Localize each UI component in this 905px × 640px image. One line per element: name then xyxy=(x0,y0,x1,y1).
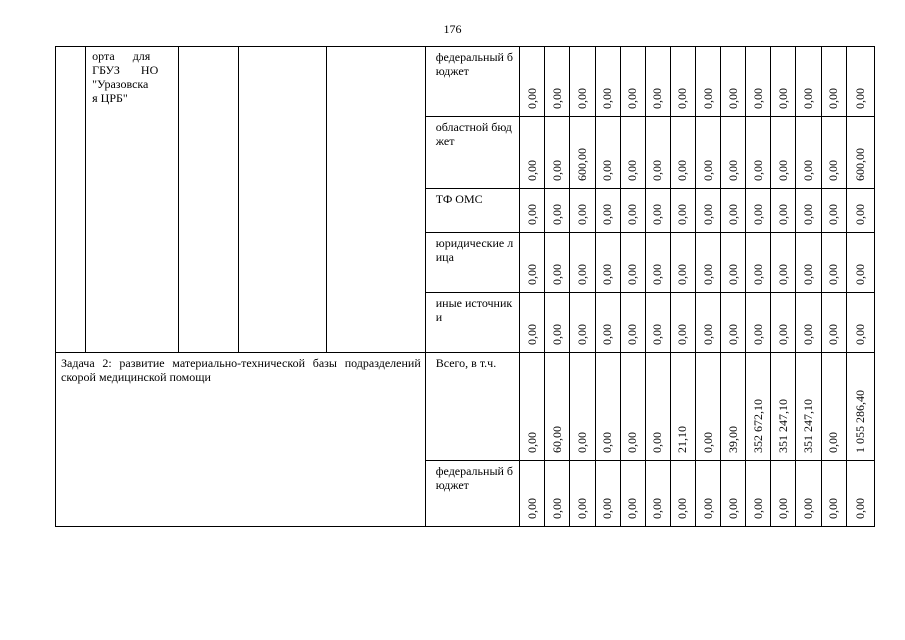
value-text: 0,00 xyxy=(700,160,715,181)
value-cell xyxy=(670,353,695,461)
value-cell xyxy=(570,47,595,117)
value-cell xyxy=(821,293,846,353)
value-text: 0,00 xyxy=(700,498,715,519)
funding-source-cell xyxy=(425,47,519,117)
value-cell xyxy=(695,353,720,461)
value-cell xyxy=(771,293,796,353)
value-text: 0,00 xyxy=(826,160,841,181)
value-text: 0,00 xyxy=(700,204,715,225)
value-cell xyxy=(721,233,746,293)
value-cell xyxy=(620,293,645,353)
value-cell xyxy=(545,233,570,293)
value-cell xyxy=(796,461,821,527)
value-cell xyxy=(695,189,720,233)
value-text: 0,00 xyxy=(600,88,615,109)
object-name-line: орта для xyxy=(92,49,151,63)
value-cell xyxy=(595,353,620,461)
value-cell xyxy=(746,117,771,189)
value-cell xyxy=(721,189,746,233)
value-text: 0,00 xyxy=(852,204,867,225)
value-text: 0,00 xyxy=(600,160,615,181)
value-cell xyxy=(620,233,645,293)
object-name-line: "Уразовска xyxy=(92,77,149,91)
value-cell xyxy=(570,293,595,353)
value-text: 0,00 xyxy=(600,498,615,519)
value-cell xyxy=(620,353,645,461)
value-text: 0,00 xyxy=(800,324,815,345)
value-text: 351 247,10 xyxy=(775,399,790,453)
task-title: Задача 2: развитие материально-технической базы подразделений скорой медицинской помощи xyxy=(61,356,421,384)
value-text: 0,00 xyxy=(725,88,740,109)
value-cell xyxy=(645,293,670,353)
funding-source-label: юридические лица xyxy=(435,236,514,264)
empty-cell-c xyxy=(327,47,425,353)
object-name-cell xyxy=(86,47,178,353)
value-cell xyxy=(545,293,570,353)
value-cell xyxy=(520,189,545,233)
value-cell xyxy=(846,353,874,461)
value-text: 0,00 xyxy=(826,264,841,285)
value-text: 0,00 xyxy=(574,324,589,345)
value-text: 0,00 xyxy=(725,498,740,519)
value-text: 0,00 xyxy=(625,324,640,345)
table-row xyxy=(56,353,875,461)
value-text: 0,00 xyxy=(549,498,564,519)
value-text: 0,00 xyxy=(650,324,665,345)
value-text: 0,00 xyxy=(775,88,790,109)
value-text: 0,00 xyxy=(852,498,867,519)
value-text: 0,00 xyxy=(725,160,740,181)
value-text: 0,00 xyxy=(600,432,615,453)
index-cell xyxy=(56,47,86,353)
value-cell xyxy=(721,117,746,189)
value-cell xyxy=(846,189,874,233)
empty-cell-b xyxy=(238,47,326,353)
value-text: 0,00 xyxy=(800,88,815,109)
value-text: 0,00 xyxy=(750,160,765,181)
value-text: 0,00 xyxy=(775,498,790,519)
value-cell xyxy=(520,117,545,189)
value-text: 0,00 xyxy=(574,498,589,519)
value-cell xyxy=(721,293,746,353)
value-cell xyxy=(545,47,570,117)
value-text: 0,00 xyxy=(750,264,765,285)
value-cell xyxy=(695,233,720,293)
value-text: 0,00 xyxy=(650,88,665,109)
value-cell xyxy=(846,461,874,527)
value-cell xyxy=(570,189,595,233)
funding-source-cell xyxy=(425,353,519,461)
value-cell xyxy=(670,461,695,527)
value-text: 0,00 xyxy=(852,88,867,109)
empty-cell-a xyxy=(178,47,238,353)
value-cell xyxy=(620,461,645,527)
value-cell xyxy=(746,233,771,293)
value-cell xyxy=(796,353,821,461)
value-cell xyxy=(595,293,620,353)
value-cell xyxy=(771,233,796,293)
value-text: 0,00 xyxy=(775,264,790,285)
value-cell xyxy=(796,233,821,293)
value-text: 0,00 xyxy=(650,498,665,519)
value-text: 0,00 xyxy=(524,160,539,181)
value-cell xyxy=(846,233,874,293)
value-text: 0,00 xyxy=(775,160,790,181)
value-cell xyxy=(520,233,545,293)
value-text: 351 247,10 xyxy=(800,399,815,453)
value-text: 0,00 xyxy=(650,160,665,181)
value-text: 0,00 xyxy=(800,264,815,285)
value-text: 0,00 xyxy=(549,324,564,345)
value-text: 0,00 xyxy=(800,160,815,181)
value-cell xyxy=(771,47,796,117)
value-text: 0,00 xyxy=(750,324,765,345)
funding-source-cell xyxy=(425,189,519,233)
value-cell xyxy=(645,353,670,461)
value-cell xyxy=(821,47,846,117)
value-text: 600,00 xyxy=(574,148,589,181)
value-cell xyxy=(520,461,545,527)
value-text: 0,00 xyxy=(725,324,740,345)
value-cell xyxy=(520,293,545,353)
value-text: 39,00 xyxy=(725,426,740,453)
value-text: 0,00 xyxy=(826,88,841,109)
value-text: 60,00 xyxy=(549,426,564,453)
value-cell xyxy=(545,461,570,527)
value-cell xyxy=(620,117,645,189)
value-text: 0,00 xyxy=(600,264,615,285)
value-text: 0,00 xyxy=(524,498,539,519)
value-text: 0,00 xyxy=(625,88,640,109)
value-cell xyxy=(695,293,720,353)
value-text: 0,00 xyxy=(725,264,740,285)
table-row xyxy=(56,47,875,117)
funding-source-cell xyxy=(425,233,519,293)
value-text: 0,00 xyxy=(625,432,640,453)
value-cell xyxy=(796,189,821,233)
value-cell xyxy=(846,293,874,353)
value-cell xyxy=(746,353,771,461)
value-text: 0,00 xyxy=(600,204,615,225)
value-text: 0,00 xyxy=(826,432,841,453)
value-text: 0,00 xyxy=(775,324,790,345)
value-cell xyxy=(520,353,545,461)
value-text: 0,00 xyxy=(574,204,589,225)
value-text: 1 055 286,40 xyxy=(852,390,867,453)
value-text: 0,00 xyxy=(549,264,564,285)
value-text: 0,00 xyxy=(700,432,715,453)
value-cell xyxy=(545,189,570,233)
value-cell xyxy=(670,293,695,353)
value-cell xyxy=(645,461,670,527)
funding-source-label: иные источники xyxy=(435,296,513,324)
value-cell xyxy=(595,461,620,527)
value-cell xyxy=(545,117,570,189)
object-name-line: ГБУЗ НО xyxy=(92,63,159,77)
value-text: 600,00 xyxy=(852,148,867,181)
value-cell xyxy=(846,47,874,117)
value-cell xyxy=(796,117,821,189)
funding-source-cell xyxy=(425,461,519,527)
value-text: 0,00 xyxy=(549,160,564,181)
value-text: 0,00 xyxy=(852,264,867,285)
value-cell xyxy=(645,233,670,293)
value-cell xyxy=(645,189,670,233)
value-cell xyxy=(846,117,874,189)
value-cell xyxy=(821,117,846,189)
value-text: 0,00 xyxy=(826,204,841,225)
value-cell xyxy=(721,353,746,461)
value-cell xyxy=(721,47,746,117)
value-text: 0,00 xyxy=(750,498,765,519)
value-cell xyxy=(695,461,720,527)
value-text: 0,00 xyxy=(524,204,539,225)
value-text: 0,00 xyxy=(625,160,640,181)
value-text: 0,00 xyxy=(800,204,815,225)
value-cell xyxy=(721,461,746,527)
value-cell xyxy=(670,47,695,117)
value-text: 21,10 xyxy=(675,426,690,453)
value-cell xyxy=(670,189,695,233)
value-text: 0,00 xyxy=(574,432,589,453)
value-text: 0,00 xyxy=(775,204,790,225)
value-text: 0,00 xyxy=(549,204,564,225)
value-cell xyxy=(796,293,821,353)
value-text: 0,00 xyxy=(524,264,539,285)
funding-source-label: Всего, в т.ч. xyxy=(435,356,497,370)
value-cell xyxy=(595,117,620,189)
value-text: 0,00 xyxy=(826,498,841,519)
value-text: 0,00 xyxy=(725,204,740,225)
value-cell xyxy=(570,233,595,293)
value-text: 0,00 xyxy=(675,264,690,285)
value-cell xyxy=(796,47,821,117)
funding-source-label: ТФ ОМС xyxy=(435,192,483,206)
value-text: 0,00 xyxy=(675,498,690,519)
value-text: 0,00 xyxy=(625,204,640,225)
value-text: 0,00 xyxy=(826,324,841,345)
object-name-line: я ЦРБ" xyxy=(92,91,128,105)
value-text: 0,00 xyxy=(800,498,815,519)
value-text: 0,00 xyxy=(625,264,640,285)
value-cell xyxy=(746,47,771,117)
value-text: 0,00 xyxy=(524,432,539,453)
value-text: 0,00 xyxy=(524,88,539,109)
value-cell xyxy=(821,233,846,293)
value-text: 0,00 xyxy=(574,88,589,109)
value-cell xyxy=(645,117,670,189)
value-cell xyxy=(670,117,695,189)
value-text: 0,00 xyxy=(750,204,765,225)
value-cell xyxy=(746,461,771,527)
value-text: 0,00 xyxy=(750,88,765,109)
value-cell xyxy=(771,353,796,461)
value-text: 0,00 xyxy=(700,264,715,285)
value-cell xyxy=(545,353,570,461)
value-text: 0,00 xyxy=(852,324,867,345)
value-text: 352 672,10 xyxy=(750,399,765,453)
value-cell xyxy=(695,117,720,189)
value-text: 0,00 xyxy=(700,324,715,345)
funding-source-label: федеральный бюджет xyxy=(435,50,514,78)
value-cell xyxy=(771,189,796,233)
funding-source-cell xyxy=(425,117,519,189)
value-text: 0,00 xyxy=(675,88,690,109)
value-cell xyxy=(746,189,771,233)
value-cell xyxy=(595,233,620,293)
value-cell xyxy=(771,461,796,527)
value-text: 0,00 xyxy=(675,204,690,225)
value-text: 0,00 xyxy=(574,264,589,285)
value-cell xyxy=(821,353,846,461)
value-cell xyxy=(670,233,695,293)
funding-source-cell xyxy=(425,293,519,353)
value-cell xyxy=(746,293,771,353)
value-cell xyxy=(570,117,595,189)
value-text: 0,00 xyxy=(600,324,615,345)
funding-source-label: областной бюджет xyxy=(435,120,512,148)
value-text: 0,00 xyxy=(650,432,665,453)
value-cell xyxy=(570,353,595,461)
value-cell xyxy=(570,461,595,527)
budget-table xyxy=(55,46,875,527)
value-cell xyxy=(520,47,545,117)
value-text: 0,00 xyxy=(700,88,715,109)
value-text: 0,00 xyxy=(549,88,564,109)
value-cell xyxy=(595,189,620,233)
funding-source-label: федеральный бюджет xyxy=(435,464,514,492)
value-cell xyxy=(771,117,796,189)
value-cell xyxy=(645,47,670,117)
value-cell xyxy=(620,47,645,117)
value-text: 0,00 xyxy=(675,160,690,181)
value-text: 0,00 xyxy=(625,498,640,519)
task-title-cell xyxy=(56,353,426,527)
value-text: 0,00 xyxy=(650,204,665,225)
value-cell xyxy=(821,461,846,527)
value-cell xyxy=(595,47,620,117)
value-text: 0,00 xyxy=(675,324,690,345)
value-cell xyxy=(695,47,720,117)
value-cell xyxy=(620,189,645,233)
value-cell xyxy=(821,189,846,233)
value-text: 0,00 xyxy=(524,324,539,345)
value-text: 0,00 xyxy=(650,264,665,285)
page-number: 176 xyxy=(443,22,462,36)
